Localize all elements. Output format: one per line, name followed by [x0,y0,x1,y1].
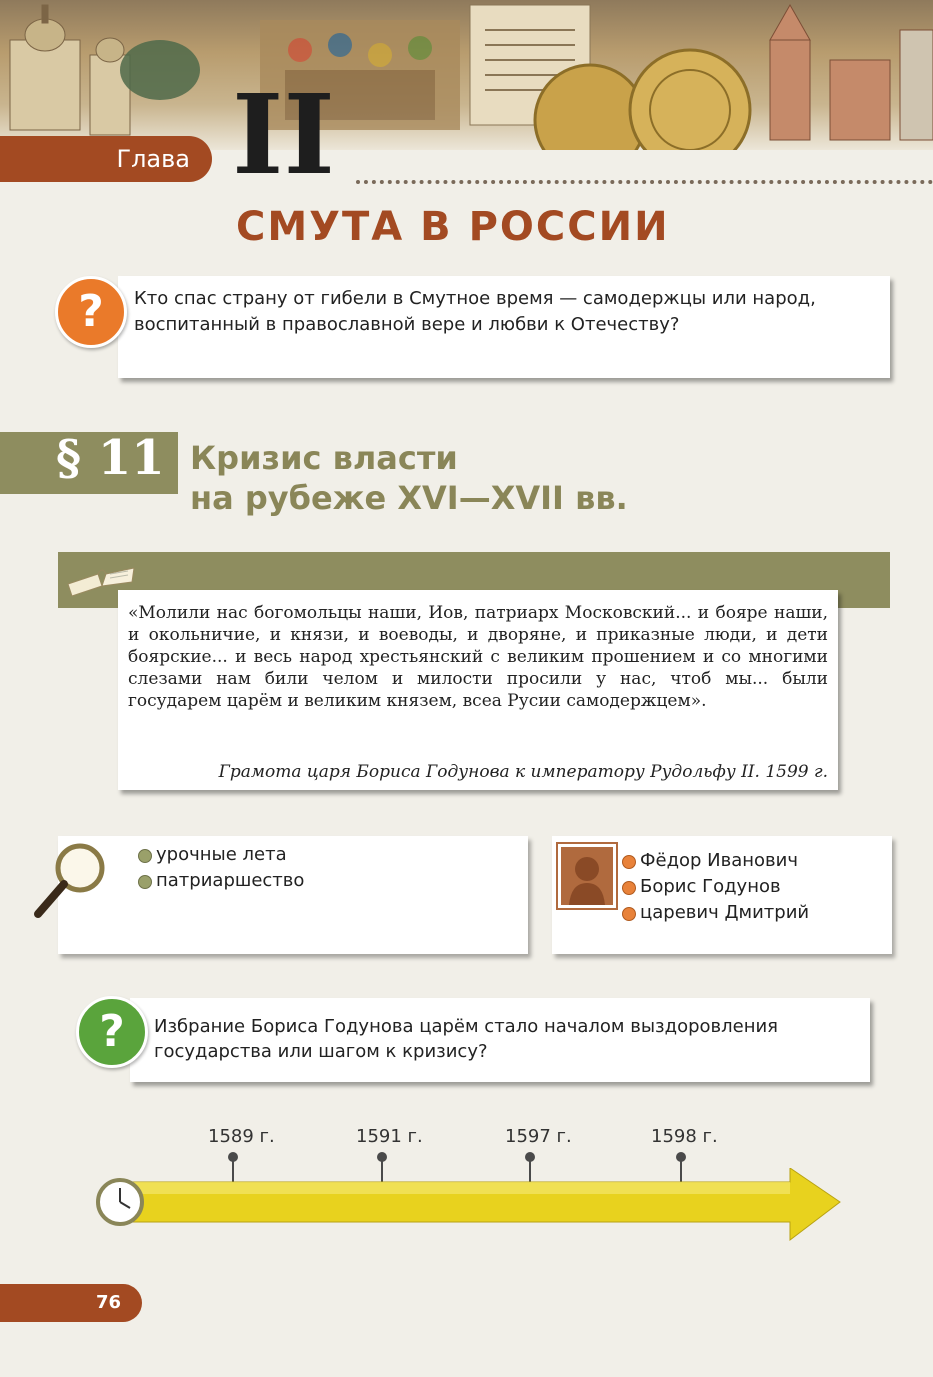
chapter-label: Глава [116,145,190,173]
timeline-year: 1589 г. [208,1126,275,1147]
list-item [622,874,809,900]
term-label: патриаршество [156,870,305,891]
bullet-icon [138,849,152,863]
section-question-box [130,998,870,1082]
page-number: 76 [96,1292,122,1313]
person-silhouette-graphic [561,847,613,905]
list-item [622,848,809,874]
key-persons-list [622,848,809,926]
document-source: Грамота царя Бориса Годунова к императору Рудольфу II. 1599 г. [218,762,828,782]
key-persons-box [552,836,892,954]
page-number-tab [0,1284,142,1322]
document-quote-text: «Молили нас богомольцы наши, Иов, патриарх Московский... и бояре наши, и окольничие, и князи, и воеводы, и дворяне, и приказные люди, и дети боярские... и весь народ хрестьянский с великим прошением и со многими слезами нам били челом и милости просили у нас, чтоб мы... были государем царём и великим князем, всеа Русии самодержцем». [128,603,828,711]
chapter-number: II [232,70,335,199]
person-silhouette-icon [558,844,616,908]
section-question-text: Избрание Бориса Годунова царём стало началом выздоровления государства или шагом к кризису? [154,1016,779,1062]
chapter-question-text: Кто спас страну от гибели в Смутное время — самодержцы или народ, воспитанный в православной вере и любви к Отечеству? [134,288,816,335]
timeline-year: 1598 г. [651,1126,718,1147]
section-number: § 11 [56,430,165,486]
banner-collage-graphic [0,0,933,150]
clock-icon [98,1180,142,1224]
timeline-year: 1597 г. [505,1126,572,1147]
bullet-icon [138,875,152,889]
chapter-question-box [118,276,890,378]
key-terms-list [138,842,304,894]
section-title [190,438,628,518]
bullet-icon [622,855,636,869]
chapter-label-tab [0,136,212,182]
bullet-icon [622,907,636,921]
section-title-line-2: на рубеже XVI—XVII вв. [190,479,628,517]
timeline-year: 1591 г. [356,1126,423,1147]
timeline-arrow [90,1168,850,1248]
person-name: Борис Годунов [640,876,781,897]
list-item [622,900,809,926]
list-item [138,868,304,894]
term-label: урочные лета [156,844,287,865]
question-icon: ? [76,996,148,1068]
chapter-title: СМУТА В РОССИИ [236,204,670,250]
document-quote-box [118,590,838,790]
person-name: Фёдор Иванович [640,850,799,871]
section-title-line-1: Кризис власти [190,439,458,477]
header-banner-illustration [0,0,933,150]
question-icon: ? [55,276,127,348]
dotted-divider [356,180,933,188]
list-item [138,842,304,868]
magnifier-icon [32,838,112,928]
bullet-icon [622,881,636,895]
key-terms-box [58,836,528,954]
person-name: царевич Дмитрий [640,902,810,923]
